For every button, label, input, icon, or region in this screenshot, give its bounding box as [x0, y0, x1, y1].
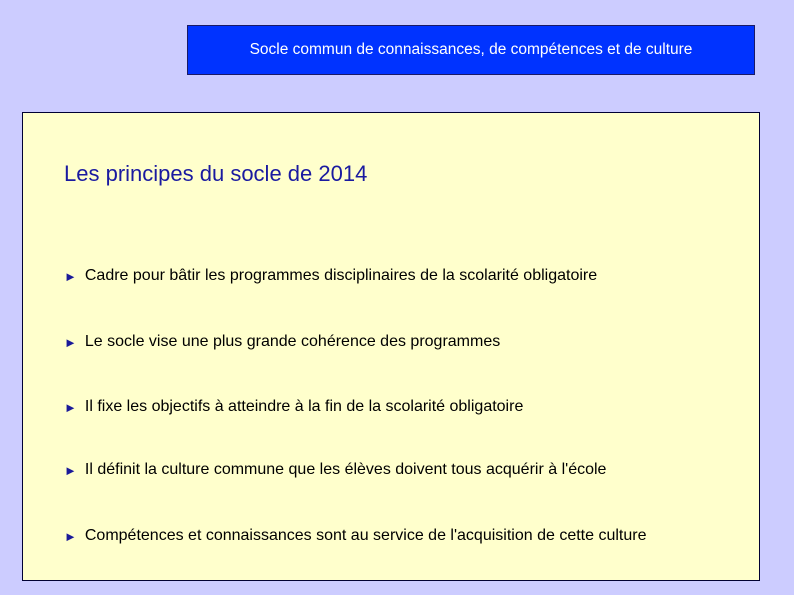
section-heading: Les principes du socle de 2014	[64, 161, 368, 186]
triangle-bullet-icon: ►	[64, 268, 77, 284]
list-item	[64, 461, 606, 479]
list-item-text: Compétences et connaissances sont au service de l'acquisition de cette culture	[84, 527, 647, 544]
list-item	[64, 267, 597, 285]
header-title: Socle commun de connaissances, de compétences et de culture	[249, 41, 693, 58]
list-item	[64, 333, 500, 351]
list-item-text: Cadre pour bâtir les programmes disciplinaires de la scolarité obligatoire	[84, 267, 598, 284]
list-item	[64, 527, 646, 545]
list-item-text: Le socle vise une plus grande cohérence des programmes	[84, 333, 501, 350]
triangle-bullet-icon: ►	[64, 399, 77, 415]
content-panel	[22, 112, 760, 581]
triangle-bullet-icon: ►	[64, 528, 77, 544]
header-banner	[187, 25, 755, 75]
list-item-text: Il fixe les objectifs à atteindre à la fin de la scolarité obligatoire	[84, 398, 524, 415]
triangle-bullet-icon: ►	[64, 462, 77, 478]
triangle-bullet-icon: ►	[64, 334, 77, 350]
list-item	[64, 398, 523, 416]
list-item-text: Il définit la culture commune que les élèves doivent tous acquérir à l'école	[84, 461, 607, 478]
